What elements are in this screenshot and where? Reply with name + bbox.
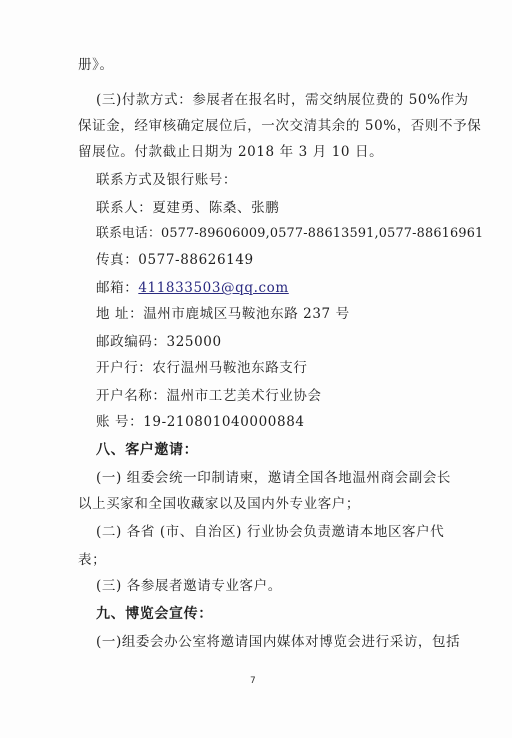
email-link[interactable]: 411833503@qq.com: [138, 280, 289, 296]
section-heading: 八、客户邀请：: [96, 442, 199, 458]
text-line: 留展位。付款截止日期为 2018 年 3 月 10 日。: [78, 144, 384, 160]
text-line: 联系方式及银行账号：: [96, 172, 237, 188]
text-line: 开户名称：温州市工艺美术行业协会: [96, 388, 322, 404]
text-line: 册》。: [78, 57, 114, 73]
text-line: (三)付款方式：参展者在报名时，需交纳展位费的 50%作为: [96, 92, 469, 108]
text-line: 开户行：农行温州马鞍池东路支行: [96, 360, 308, 376]
section-heading: 九、博览会宣传：: [96, 606, 213, 622]
text-line: (一) 组委会统一印制请柬，邀请全国各地温州商会副会长: [96, 470, 452, 486]
text-line: 联系电话：0577-89606009,0577-88613591,0577-88616961: [96, 226, 484, 241]
text-line: (一)组委会办公室将邀请国内媒体对博览会进行采访，包括: [96, 634, 461, 650]
text-line: 地 址：温州市鹿城区马鞍池东路 237 号: [96, 306, 350, 322]
email-line: [96, 278, 289, 298]
text-line: 联系人：夏建勇、陈桑、张鹏: [96, 200, 280, 216]
text-line: 以上买家和全国收藏家以及国内外专业客户；: [78, 496, 360, 512]
text-line: 邮政编码：325000: [96, 334, 222, 350]
email-label: 邮箱：: [96, 280, 139, 296]
text-line: 保证金，经审核确定展位后，一次交清其余的 50%，否则不予保: [78, 118, 482, 134]
text-line: 账 号：19-210801040000884: [96, 414, 305, 430]
text-line: 表；: [78, 552, 107, 568]
text-line: (三) 各参展者邀请专业客户。: [96, 578, 282, 594]
text-line: 传真：0577-88626149: [96, 252, 254, 268]
text-line: (二) 各省 (市、自治区) 行业协会负责邀请本地区客户代: [96, 524, 445, 540]
page-number: 7: [250, 676, 256, 686]
